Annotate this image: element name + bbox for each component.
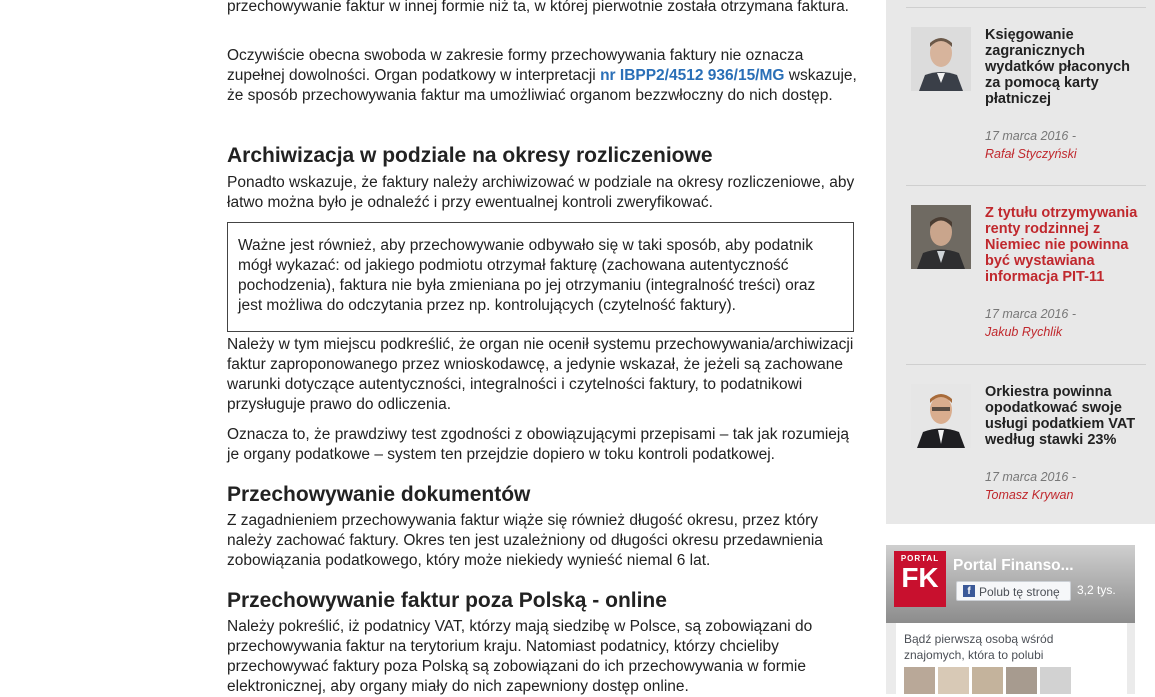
author-photo[interactable] bbox=[911, 384, 971, 448]
article-author[interactable]: Jakub Rychlik bbox=[985, 325, 1063, 339]
interpretation-link[interactable]: nr IBPP2/4512 936/15/MG bbox=[600, 67, 785, 84]
facebook-friends-card bbox=[896, 623, 1127, 694]
like-count: 3,2 tys. bbox=[1077, 583, 1116, 597]
friend-avatar[interactable] bbox=[1006, 667, 1037, 694]
author-photo[interactable] bbox=[911, 205, 971, 269]
article-date: 17 marca 2016 - bbox=[985, 470, 1077, 484]
friend-avatar[interactable] bbox=[972, 667, 1003, 694]
paragraph-text: Oczywiście obecna swoboda w zakresie formy przechowywania faktury nie oznacza zupełnej dowolności. Organ podatkowy w interpretacji bbox=[227, 47, 804, 84]
article-author[interactable]: Tomasz Krywan bbox=[985, 488, 1074, 502]
divider bbox=[906, 7, 1146, 8]
paragraph bbox=[227, 46, 859, 106]
friend-avatars bbox=[904, 667, 1074, 694]
paragraph: Należy pokreślić, iż podatnicy VAT, którzy mają siedzibę w Polsce, są zobowiązani do przechowywania faktur na terytorium kraju. Natomiast podatnicy, którzy chcieliby przechowywać faktury poza Polską są zobowiązani do ich przechowywania w formie elektronicznej, aby organy miały do nich zapewniony dostęp online. bbox=[227, 618, 813, 695]
facebook-icon: f bbox=[963, 585, 975, 597]
paragraph: Z zagadnieniem przechowywania faktur wiąże się również długość okresu, przez który należy zachować faktury. Okres ten jest uzależniony od długości okresu przedawnienia zobowiązania podatkowego, który może niekiedy wynieść niemal 6 lat. bbox=[227, 512, 823, 569]
like-label: Polub tę stronę bbox=[979, 585, 1060, 599]
article-date: 17 marca 2016 - bbox=[985, 129, 1077, 143]
portal-fk-logo[interactable]: PORTAL FK bbox=[894, 551, 946, 607]
paragraph: Ponadto wskazuje, że faktury należy archiwizować w podziale na okresy rozliczeniowe, aby łatwo można było je odnaleźć i przy ewentualnej kontroli zweryfikować. bbox=[227, 174, 855, 211]
paragraph: Należy w tym miejscu podkreślić, że organ nie ocenił systemu przechowywania/archiwizacji faktur zaproponowanego przez wnioskodawcę, a jedynie wskazał, że jeżeli są zachowane warunki dotyczące autentyczności, integralności i czytelności faktury, to podatnikowi przysługuje prawo do odliczenia. bbox=[227, 336, 854, 413]
article-title[interactable]: Orkiestra powinna opodatkować swoje usługi podatkiem VAT według stawki 23% bbox=[985, 384, 1136, 448]
facebook-like-button[interactable] bbox=[956, 581, 1071, 601]
facebook-cover bbox=[886, 545, 1135, 623]
article-title[interactable]: Księgowanie zagranicznych wydatków płaconych za pomocą karty płatniczej bbox=[985, 27, 1131, 107]
paragraph-text: wskazuje, że sposób przechowywania faktur ma umożliwiać organom bezzwłoczny do nich dostęp. bbox=[227, 67, 857, 104]
article-date: 17 marca 2016 - bbox=[985, 307, 1077, 321]
article-title[interactable]: Z tytułu otrzymywania renty rodzinnej z Niemiec nie powinna być wystawiana informacja PIT-11 bbox=[985, 205, 1138, 285]
facebook-page-widget bbox=[886, 545, 1135, 694]
friends-text: Bądź pierwszą osobą wśród znajomych, która to polubi bbox=[904, 632, 1054, 662]
paragraph: Oznacza to, że prawdziwy test zgodności z obowiązującymi przepisami – tak jak rozumieją je organy podatkowe – system ten przejdzie dopiero w toku kontroli podatkowej. bbox=[227, 426, 849, 463]
section-heading-przechowywanie: Przechowywanie dokumentów bbox=[227, 483, 531, 506]
article-author[interactable]: Rafał Styczyński bbox=[985, 147, 1077, 161]
facebook-page-name[interactable]: Portal Finanso... bbox=[953, 557, 1074, 574]
friend-avatar[interactable] bbox=[938, 667, 969, 694]
divider bbox=[906, 185, 1146, 186]
highlight-box bbox=[227, 222, 854, 332]
friend-avatar[interactable] bbox=[1040, 667, 1071, 694]
section-heading-online: Przechowywanie faktur poza Polską - online bbox=[227, 589, 667, 612]
divider bbox=[906, 364, 1146, 365]
friend-avatar[interactable] bbox=[904, 667, 935, 694]
paragraph: przechowywanie faktur w innej formie niż ta, w której pierwotnie została otrzymana faktura. bbox=[227, 0, 849, 15]
highlight-text: Ważne jest również, aby przechowywanie odbywało się w taki sposób, aby podatnik mógł wykazać: od jakiego podmiotu otrzymał fakturę (zachowana autentyczność pochodzenia), faktura nie była zmieniana po jej otrzymaniu (integralność treści) oraz jest możliwa do odczytania przez np. kontrolujących (czytelność faktury). bbox=[238, 237, 816, 314]
section-heading-archiwizacja: Archiwizacja w podziale na okresy rozliczeniowe bbox=[227, 144, 713, 167]
author-photo[interactable] bbox=[911, 27, 971, 91]
